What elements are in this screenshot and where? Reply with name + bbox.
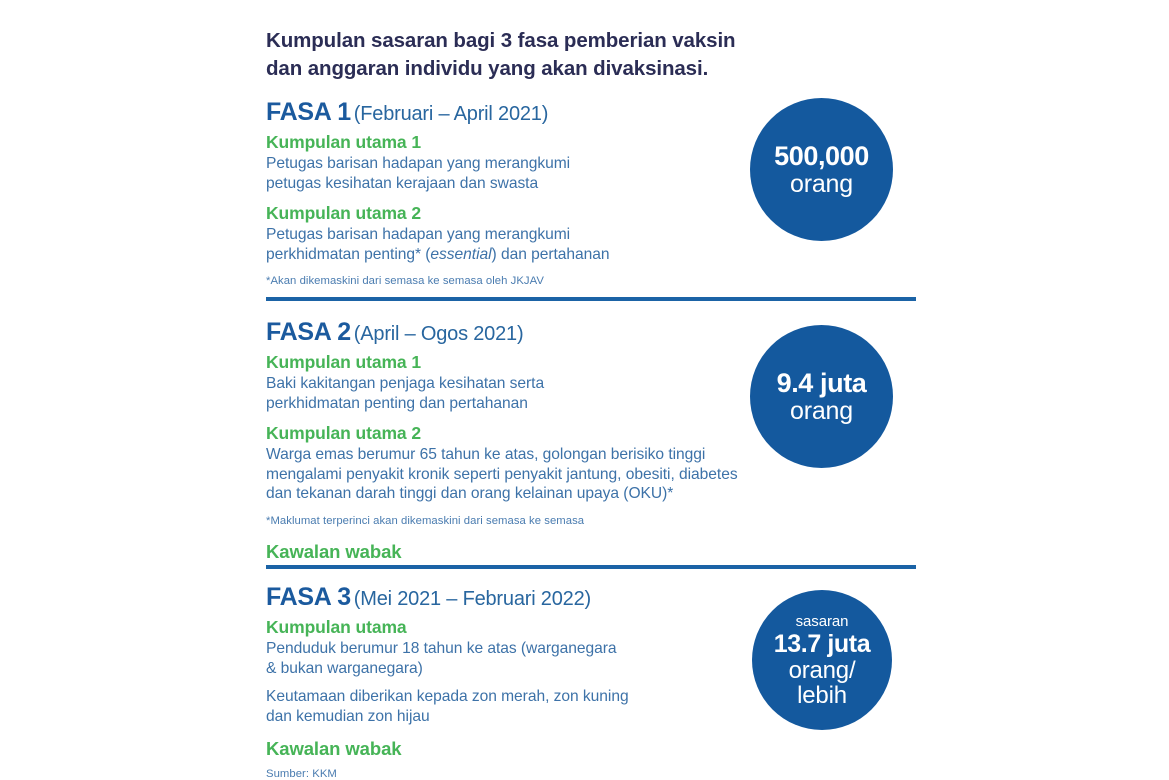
phase-3-group-1: [266, 616, 826, 678]
phase-section-2: [266, 318, 826, 563]
intro-line1-strong: 3 fasa: [500, 29, 559, 52]
phase-section-1: [266, 98, 826, 289]
phase-2-target-badge: [750, 325, 893, 468]
phase-3-group-1-title: Kumpulan utama: [266, 617, 407, 637]
phase-3-badge-label: sasaran: [795, 612, 849, 630]
phase-2-group-1-title: Kumpulan utama 1: [266, 352, 421, 372]
phase-3-group-2: [266, 687, 826, 726]
phase-3-heading: [266, 583, 826, 612]
intro-line2: dan anggaran individu yang akan divaksinasi.: [266, 57, 709, 80]
phase-1-group-1-body: [266, 154, 826, 193]
page-title: [266, 27, 826, 83]
phase-1-group-2-body: [266, 225, 826, 264]
phase-3-group-2-body: [266, 687, 826, 726]
phase-1-group-1: [266, 131, 826, 193]
phase-2-group-2-body-line2: mengalami penyakit kronik seperti penyakit jantung, obesiti, diabetes: [266, 465, 738, 483]
source-label: Sumber: KKM: [266, 768, 337, 780]
divider-after-phase-1: [266, 297, 916, 301]
phase-3-group-1-body: [266, 639, 826, 678]
phase-2-group-2-body-line3: dan tekanan darah tinggi dan orang kelainan upaya (OKU)*: [266, 485, 674, 502]
phase-2-badge-value: 9.4 juta: [776, 368, 867, 398]
phase-1-target-badge: [750, 98, 893, 241]
phase-1-group-1-body-line1: Petugas barisan hadapan yang merangkumi: [266, 155, 571, 172]
phase-1-range: (Februari – April 2021): [353, 103, 549, 125]
phase-3-target-badge: [752, 590, 892, 730]
phase-2-group-1-body: [266, 374, 826, 413]
phase-1-badge-value: 500,000: [774, 141, 869, 171]
phase-1-group-2-body-line1: Petugas barisan hadapan yang merangkumi: [266, 226, 571, 243]
phase-3-badge-value: 13.7 juta: [773, 629, 871, 658]
divider-after-phase-2: [266, 565, 916, 569]
phase-3-group-2-body-line2: dan kemudian zon hijau: [266, 707, 430, 725]
phase-2-kawalan-wabak: Kawalan wabak: [266, 540, 402, 562]
phase-3-group-2-body-line1: Keutamaan diberikan kepada zon merah, zon kuning: [266, 688, 629, 705]
phase-2-group-2-title: Kumpulan utama 2: [266, 423, 421, 443]
phase-1-group-2-title: Kumpulan utama 2: [266, 203, 421, 223]
phase-1-group-1-title: Kumpulan utama 1: [266, 132, 421, 152]
phase-2-group-2-body-line1: Warga emas berumur 65 tahun ke atas, golongan berisiko tinggi: [266, 446, 706, 463]
phase-1-group-2-body-emphasis: essential: [430, 245, 492, 263]
phase-3-group-1-body-line1: Penduduk berumur 18 tahun ke atas (warganegara: [266, 640, 617, 657]
phase-1-footnote: *Akan dikemaskini dari semasa ke semasa oleh JKJAV: [266, 275, 544, 287]
phase-3-range: (Mei 2021 – Februari 2022): [353, 588, 591, 610]
phase-3-badge-unit-line1: orang/: [788, 656, 856, 684]
phase-1-group-1-body-line2: petugas kesihatan kerajaan dan swasta: [266, 174, 539, 192]
phase-1-heading: [266, 98, 826, 127]
phase-3-group-1-body-line2: & bukan warganegara): [266, 659, 423, 677]
phase-3-kawalan-wabak: Kawalan wabak: [266, 738, 402, 759]
phase-2-name: FASA 2: [266, 318, 351, 346]
phase-2-badge-unit: orang: [790, 397, 853, 425]
phase-2-heading: [266, 318, 826, 347]
phase-section-3: [266, 583, 826, 780]
phase-1-group-2-body-line2a: perkhidmatan penting* (: [266, 245, 431, 263]
phase-2-group-1-body-line1: Baki kakitangan penjaga kesihatan serta: [266, 375, 545, 392]
phase-1-group-2-body-line2b: ) dan pertahanan: [491, 245, 610, 263]
phase-3-badge-unit-line2: lebih: [797, 681, 847, 709]
phase-2-group-1-body-line2: perkhidmatan penting dan pertahanan: [266, 394, 528, 412]
phase-1-group-2: [266, 202, 826, 264]
intro-line1-suffix: pemberian vaksin: [558, 29, 736, 52]
phase-2-group-2-body: [266, 445, 826, 504]
phase-3-name: FASA 3: [266, 583, 351, 611]
phase-2-group-1: [266, 351, 826, 413]
phase-2-footnote: *Maklumat terperinci akan dikemaskini dari semasa ke semasa: [266, 514, 585, 527]
intro-line1-prefix: Kumpulan sasaran bagi: [266, 29, 501, 52]
phase-1-name: FASA 1: [266, 98, 351, 126]
phase-2-group-2: [266, 422, 826, 504]
phase-1-badge-unit: orang: [790, 170, 853, 198]
phase-2-range: (April – Ogos 2021): [353, 323, 524, 345]
